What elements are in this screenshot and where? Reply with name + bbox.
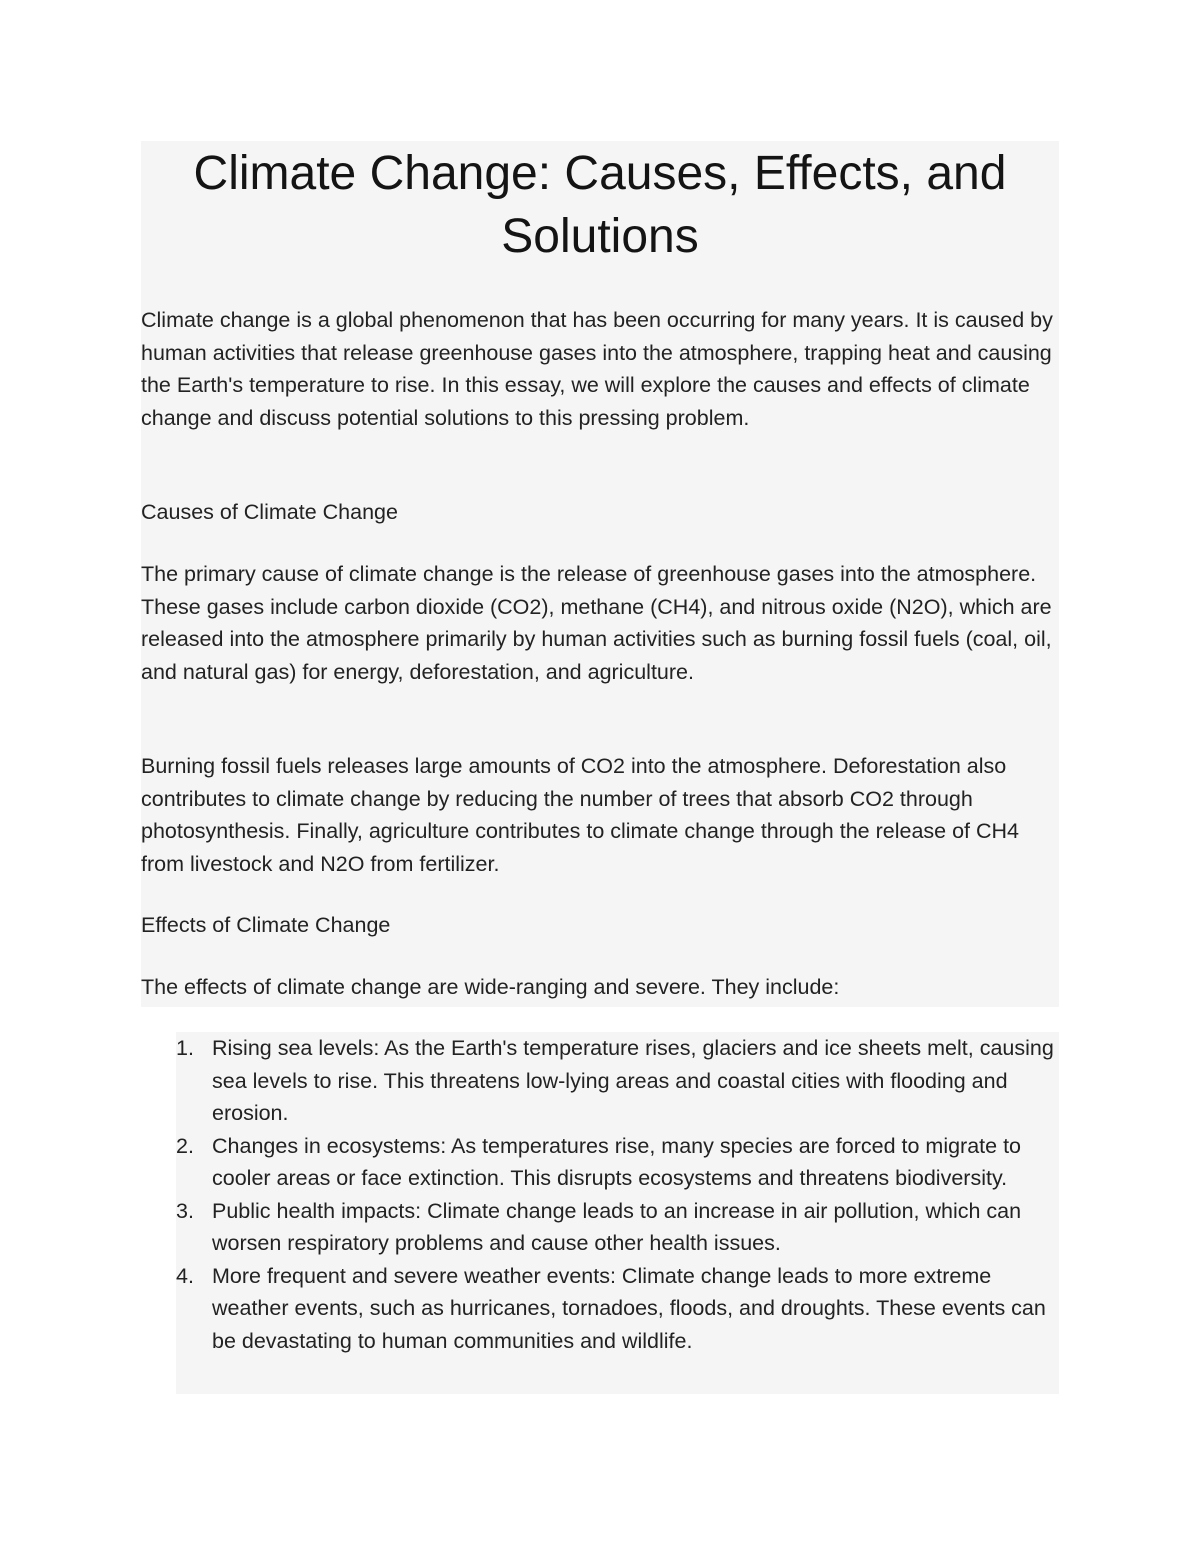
list-item-text: Rising sea levels: As the Earth's temperature rises, glaciers and ice sheets melt, causing sea levels to rise. This threatens low-lying areas and coastal cities with flooding and erosion. [212, 1036, 1054, 1125]
intro-paragraph: Climate change is a global phenomenon that has been occurring for many years. It is caused by human activities that release greenhouse gases into the atmosphere, trapping heat and causing the Earth's temperature to rise. In this essay, we will explore the causes and effects of climate change and discuss potential solutions to this pressing problem. [141, 308, 1053, 430]
list-item [176, 1195, 1066, 1260]
list-item [176, 1130, 1066, 1195]
causes-paragraph-1: The primary cause of climate change is the release of greenhouse gases into the atmosphere. These gases include carbon dioxide (CO2), methane (CH4), and nitrous oxide (N2O), which are released into the atmosphere primarily by human activities such as burning fossil fuels (coal, oil, and natural gas) for energy, deforestation, and agriculture. [141, 562, 1052, 684]
effects-intro-paragraph: The effects of climate change are wide-ranging and severe. They include: [141, 975, 840, 999]
list-item [176, 1260, 1066, 1358]
causes-paragraph-2: Burning fossil fuels releases large amounts of CO2 into the atmosphere. Deforestation also contributes to climate change by reducing the number of trees that absorb CO2 through photosynthesis. Finally, agriculture contributes to climate change through the release of CH4 from livestock and N2O from fertilizer. [141, 754, 1019, 876]
list-item-number: 1. [176, 1036, 194, 1060]
list-item-text: Changes in ecosystems: As temperatures rise, many species are forced to migrate to cooler areas or face extinction. This disrupts ecosystems and threatens biodiversity. [212, 1133, 1022, 1190]
list-item-number: 2. [176, 1133, 194, 1158]
causes-heading: Causes of Climate Change [141, 500, 398, 524]
list-item-number: 3. [176, 1198, 194, 1223]
effects-list [176, 1032, 1066, 1357]
list-item-text: More frequent and severe weather events: Climate change leads to more extreme weather events, such as hurricanes, tornadoes, floods, and droughts. These events can be devastating to human communities and wildlife. [212, 1263, 1046, 1353]
document-title: Climate Change: Causes, Effects, and Solutions [193, 147, 1007, 263]
list-item [176, 1032, 1066, 1130]
list-item-text: Public health impacts: Climate change leads to an increase in air pollution, which can worsen respiratory problems and cause other health issues. [212, 1198, 1022, 1255]
list-item-number: 4. [176, 1263, 194, 1288]
effects-heading: Effects of Climate Change [141, 913, 391, 937]
